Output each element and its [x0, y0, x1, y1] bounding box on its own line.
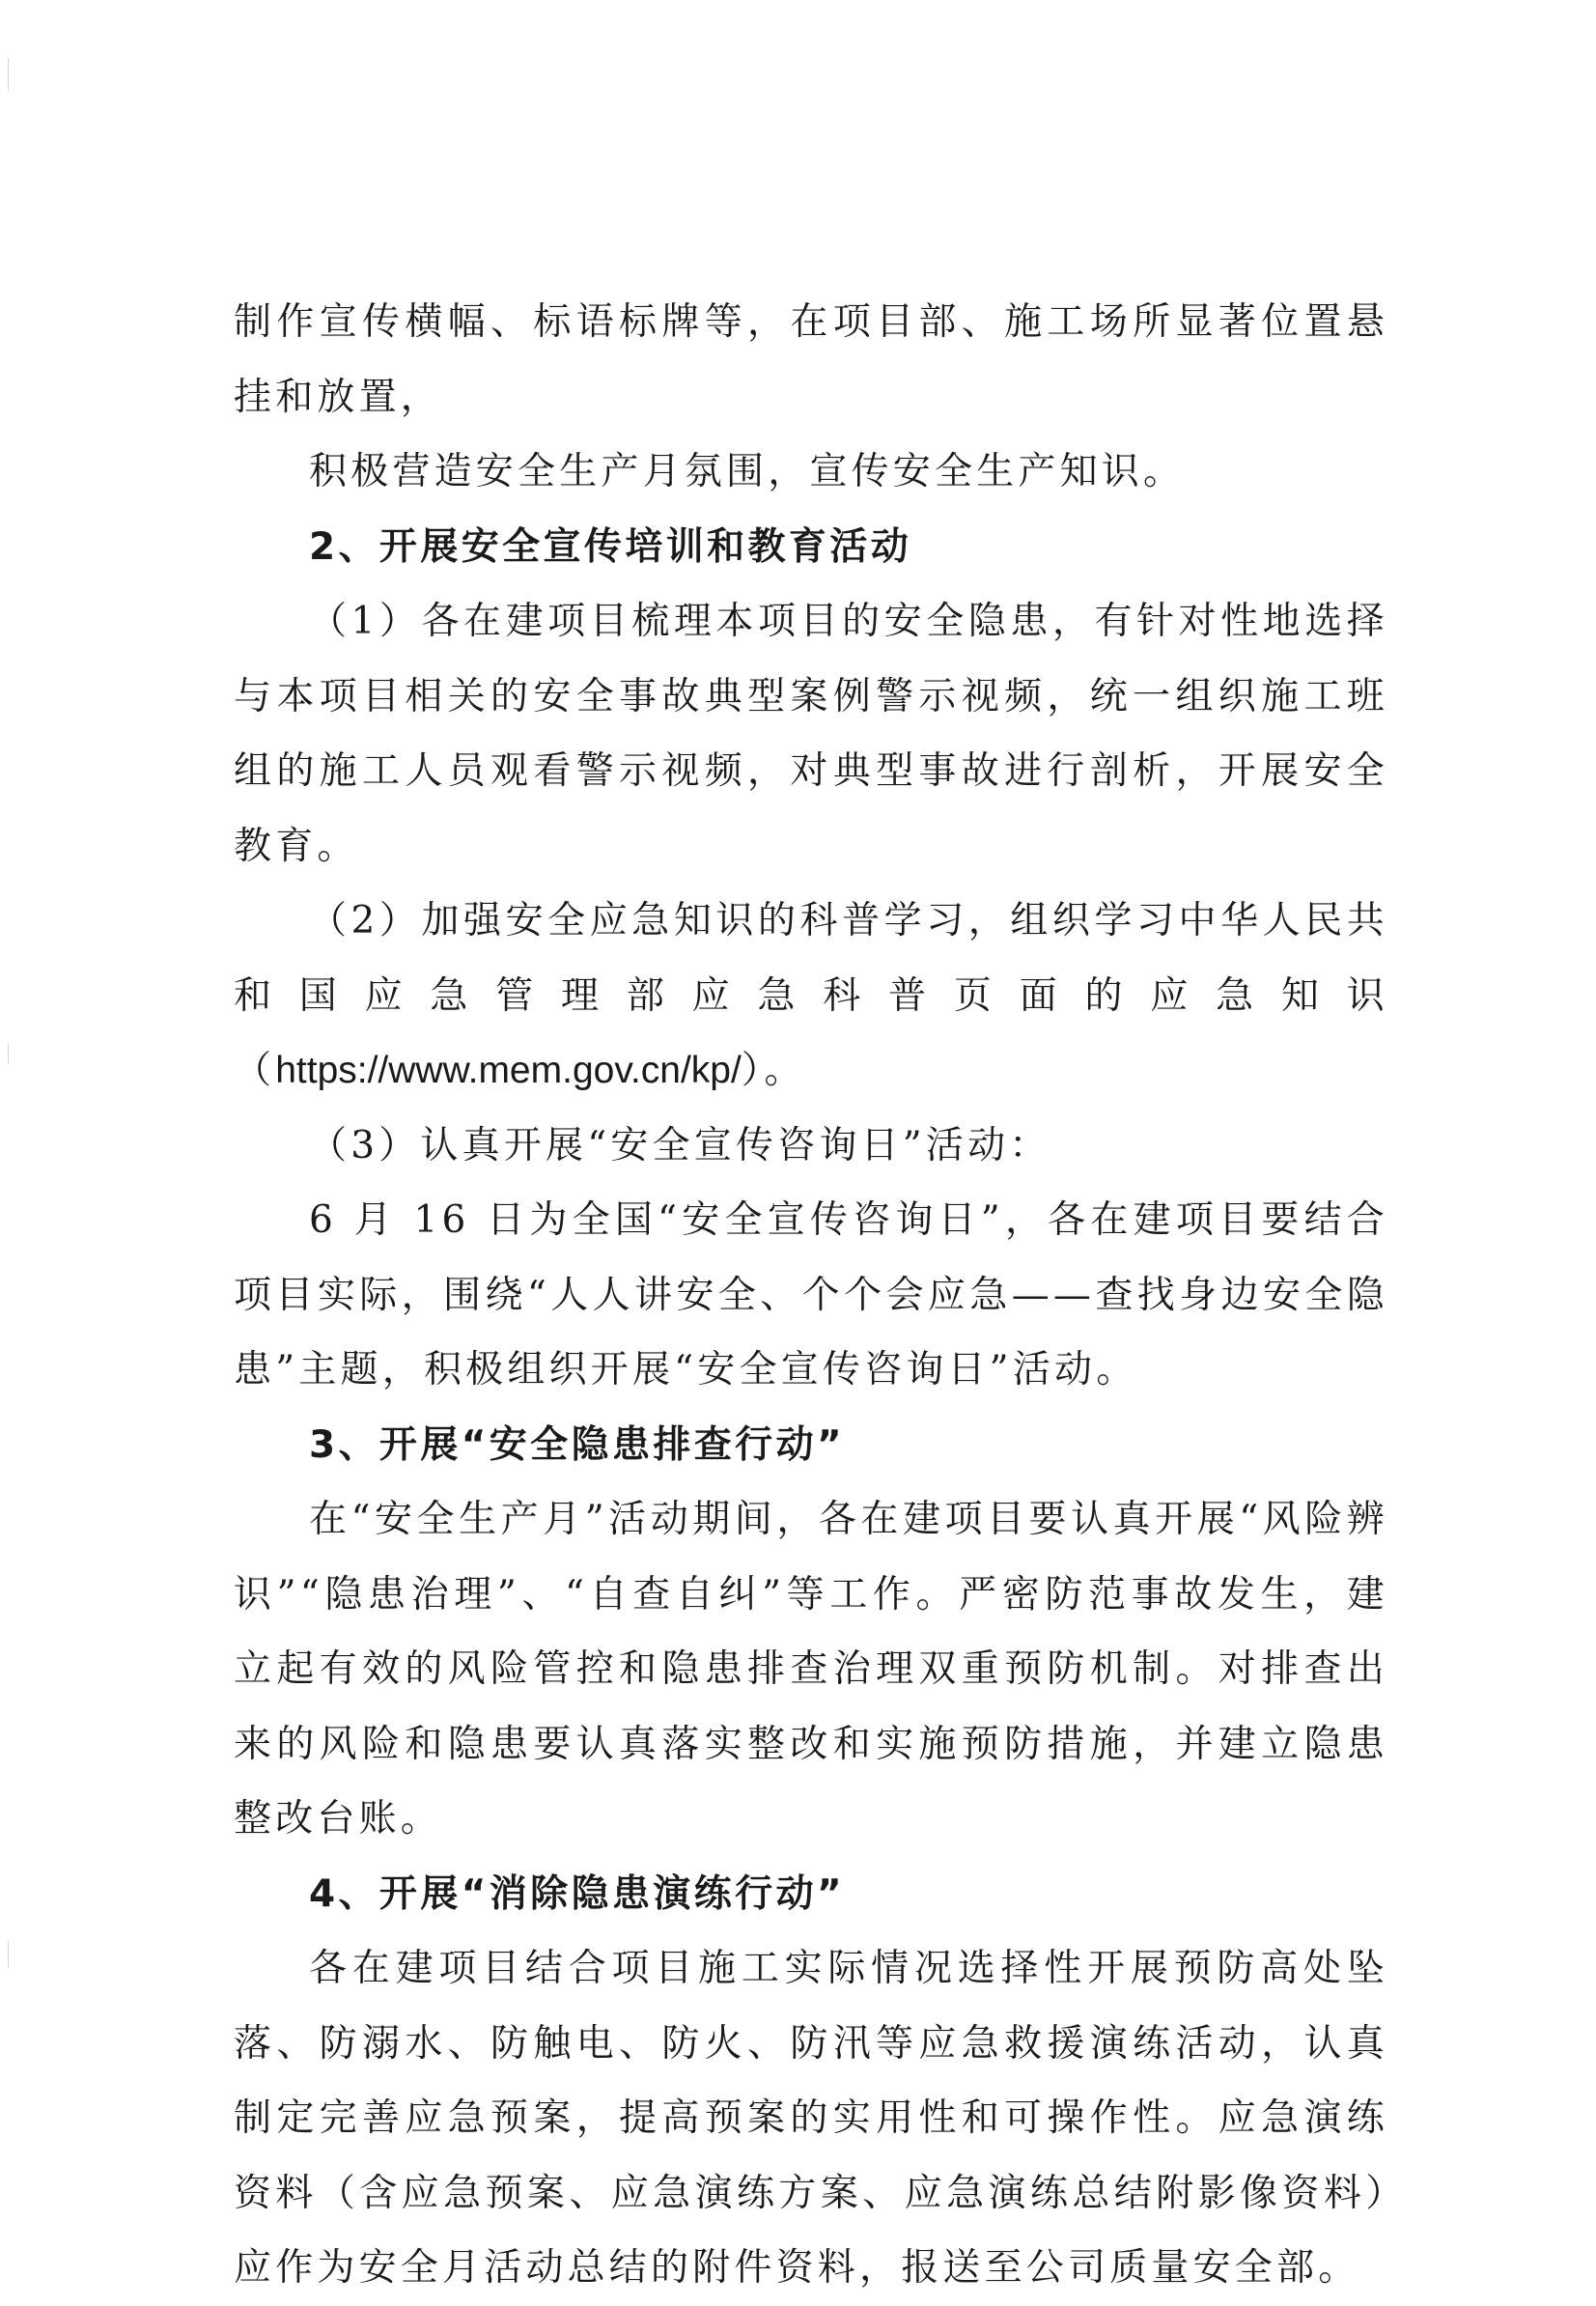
paragraph-1-line-1: 制作宣传横幅、标语标牌等，在项目部、施工场所显著位置悬挂和放置， — [234, 300, 1388, 419]
section-2-item-2-tail: ）。 — [741, 1049, 806, 1092]
section-heading-3: 3、开展“安全隐患排查行动” — [309, 1422, 846, 1467]
scan-edge-mark — [8, 1941, 9, 1968]
section-heading-2: 2、开展安全宣传培训和教育活动 — [309, 524, 912, 569]
section-2-item-3-body: 6 月 16 日为全国“安全宣传咨询日”，各在建项目要结合项目实际，围绕“人人讲安全、个个会应急——查找身边安全隐患”主题，积极组织开展“安全宣传咨询日”活动。 — [234, 1198, 1388, 1392]
section-2-item-2-text: （2）加强安全应急知识的科普学习，组织学习中华人民共和国应急管理部应急科普页面的应急知识（ — [234, 899, 1388, 1092]
section-4-body: 各在建项目结合项目施工实际情况选择性开展预防高处坠落、防溺水、防触电、防火、防汛等应急救援演练活动，认真制定完善应急预案，提高预案的实用性和可操作性。应急演练资料（含应急预案、应急演练方案、应急演练总结附影像资料）应作为安全月活动总结的附件资料，报送至公司质量安全部。 — [234, 1947, 1388, 2290]
section-2-item-2 — [234, 884, 1388, 1109]
section-3-body: 在“安全生产月”活动期间，各在建项目要认真开展“风险辨识”“隐患治理”、“自查自纠”等工作。严密防范事故发生，建立起有效的风险管控和隐患排查治理双重预防机制。对排查出来的风险和隐患要认真落实整改和实施预防措施，并建立隐患整改台账。 — [234, 1498, 1388, 1841]
section-2-item-1: （1）各在建项目梳理本项目的安全隐患，有针对性地选择与本项目相关的安全事故典型案例警示视频，统一组织施工班组的施工人员观看警示视频，对典型事故进行剖析，开展安全教育。 — [234, 600, 1388, 868]
scan-edge-mark — [8, 1043, 9, 1064]
section-heading-4: 4、开展“消除隐患演练行动” — [309, 1871, 846, 1916]
section-2-item-3: （3）认真开展“安全宣传咨询日”活动： — [309, 1123, 1051, 1167]
mem-url-link: https://www.mem.gov.cn/kp/ — [275, 1050, 742, 1091]
scan-edge-mark — [8, 58, 9, 91]
document-body — [234, 285, 1388, 2306]
paragraph-1-line-2: 积极营造安全生产月氛围，宣传安全生产知识。 — [309, 450, 1186, 493]
